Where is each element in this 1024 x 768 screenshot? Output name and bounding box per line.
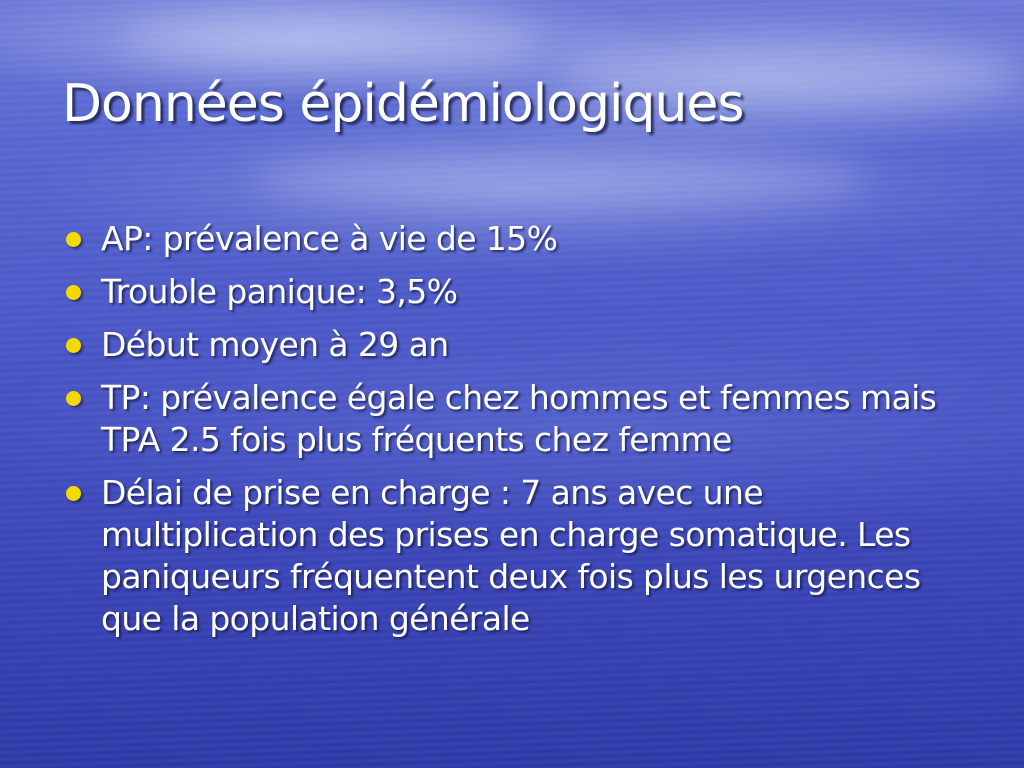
slide-title: Données épidémiologiques [62,74,744,134]
sky-cloud [120,10,540,70]
bullet-dot-icon [66,285,81,300]
bullet-item [62,218,962,260]
bullet-text: Début moyen à 29 an [101,325,449,364]
sky-cloud [250,150,870,210]
bullet-text: Trouble panique: 3,5% [101,272,458,311]
bullet-item [62,324,962,366]
bullet-text: TP: prévalence égale chez hommes et femmes mais TPA 2.5 fois plus fréquents chez femme [101,378,937,459]
bullet-list [62,218,962,651]
bullet-dot-icon [66,486,81,501]
bullet-dot-icon [66,338,81,353]
bullet-dot-icon [66,391,81,406]
bullet-text: Délai de prise en charge : 7 ans avec une multiplication des prises en charge somatique. Les paniqueurs fréquentent deux fois plus les urgences que la population générale [101,473,921,638]
bullet-item [62,271,962,313]
bullet-dot-icon [66,232,81,247]
bullet-text: AP: prévalence à vie de 15% [101,219,558,258]
bullet-item [62,377,962,461]
bullet-item [62,472,962,640]
